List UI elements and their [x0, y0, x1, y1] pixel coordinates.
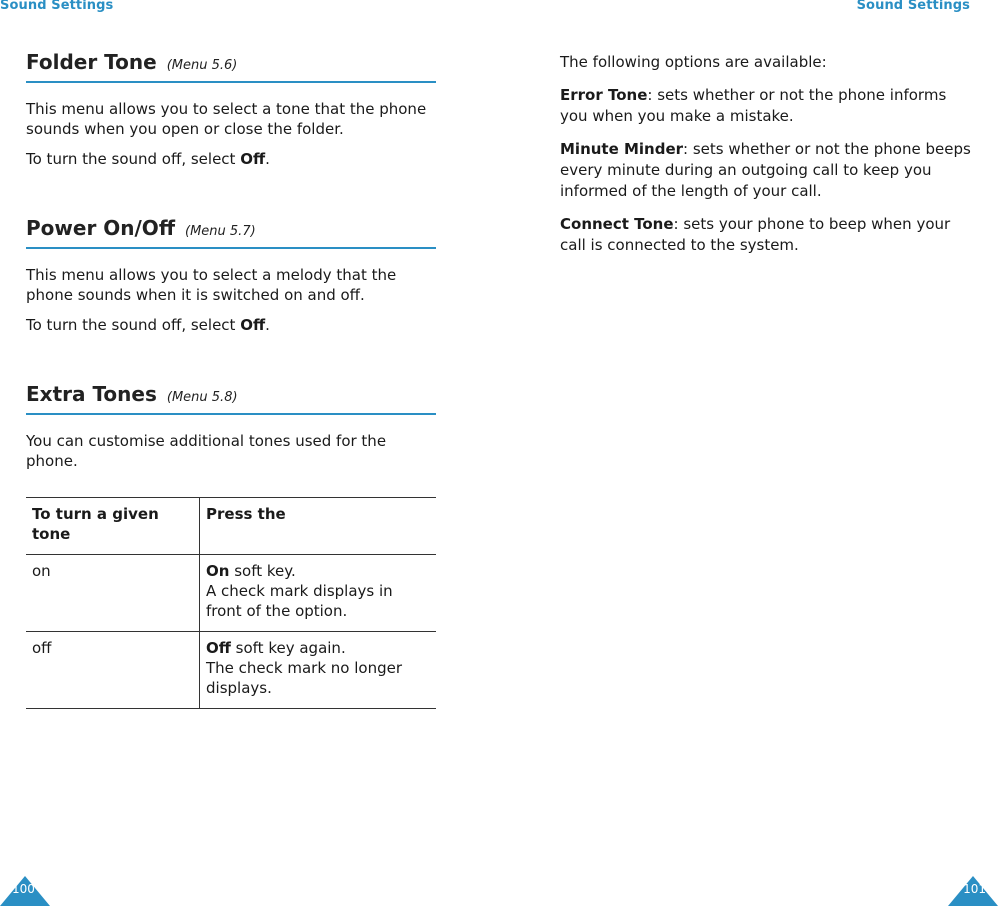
- folder-tone-section: [26, 50, 436, 169]
- table-cell-action: Off soft key again. The check mark no longer displays.: [200, 632, 437, 709]
- section-heading: [26, 216, 436, 249]
- option-connect-tone: Connect Tone: sets your phone to beep when your call is connected to the system.: [560, 215, 951, 254]
- menu-reference: (Menu 5.8): [166, 390, 238, 405]
- running-header-right: Sound Settings: [856, 0, 970, 13]
- extra-tones-section: [26, 382, 436, 709]
- option-error-tone: Error Tone: sets whether or not the phone informs you when you make a mistake.: [560, 86, 947, 125]
- section-description: This menu allows you to select a melody that the phone sounds when it is switched on and off.: [26, 266, 397, 304]
- menu-reference: (Menu 5.7): [185, 224, 256, 239]
- menu-reference: (Menu 5.6): [166, 58, 238, 73]
- table-row: [26, 632, 436, 709]
- section-heading: [26, 50, 436, 83]
- table-cell-condition: off: [26, 632, 200, 709]
- table-row: [26, 555, 436, 632]
- option-minute-minder: Minute Minder: sets whether or not the phone beeps every minute during an outgoing call to keep you informed of the length of your call.: [560, 140, 971, 200]
- turn-off-instruction: To turn the sound off, select Off.: [26, 316, 270, 334]
- section-heading: [26, 382, 436, 415]
- table-cell-condition: on: [26, 555, 200, 632]
- page-number-left: 100: [12, 882, 35, 896]
- running-header-left: Sound Settings: [0, 0, 114, 13]
- extra-tones-table: [26, 497, 436, 709]
- section-description: You can customise additional tones used for the phone.: [26, 432, 387, 470]
- table-cell-action: On soft key. A check mark displays in front of the option.: [200, 555, 437, 632]
- section-title: Power On/Off: [26, 216, 176, 240]
- right-page-column: [560, 52, 975, 268]
- section-title: Extra Tones: [26, 382, 157, 406]
- power-on-off-section: [26, 216, 436, 335]
- left-page-column: [26, 50, 436, 709]
- section-description: This menu allows you to select a tone that the phone sounds when you open or close the folder.: [26, 100, 427, 138]
- column-header: Press the: [200, 498, 437, 555]
- table-header-row: [26, 498, 436, 555]
- options-intro: The following options are available:: [560, 53, 827, 71]
- page-number-right: 101: [963, 882, 986, 896]
- turn-off-instruction: To turn the sound off, select Off.: [26, 150, 270, 168]
- column-header: To turn a given tone: [26, 498, 200, 555]
- section-title: Folder Tone: [26, 50, 157, 74]
